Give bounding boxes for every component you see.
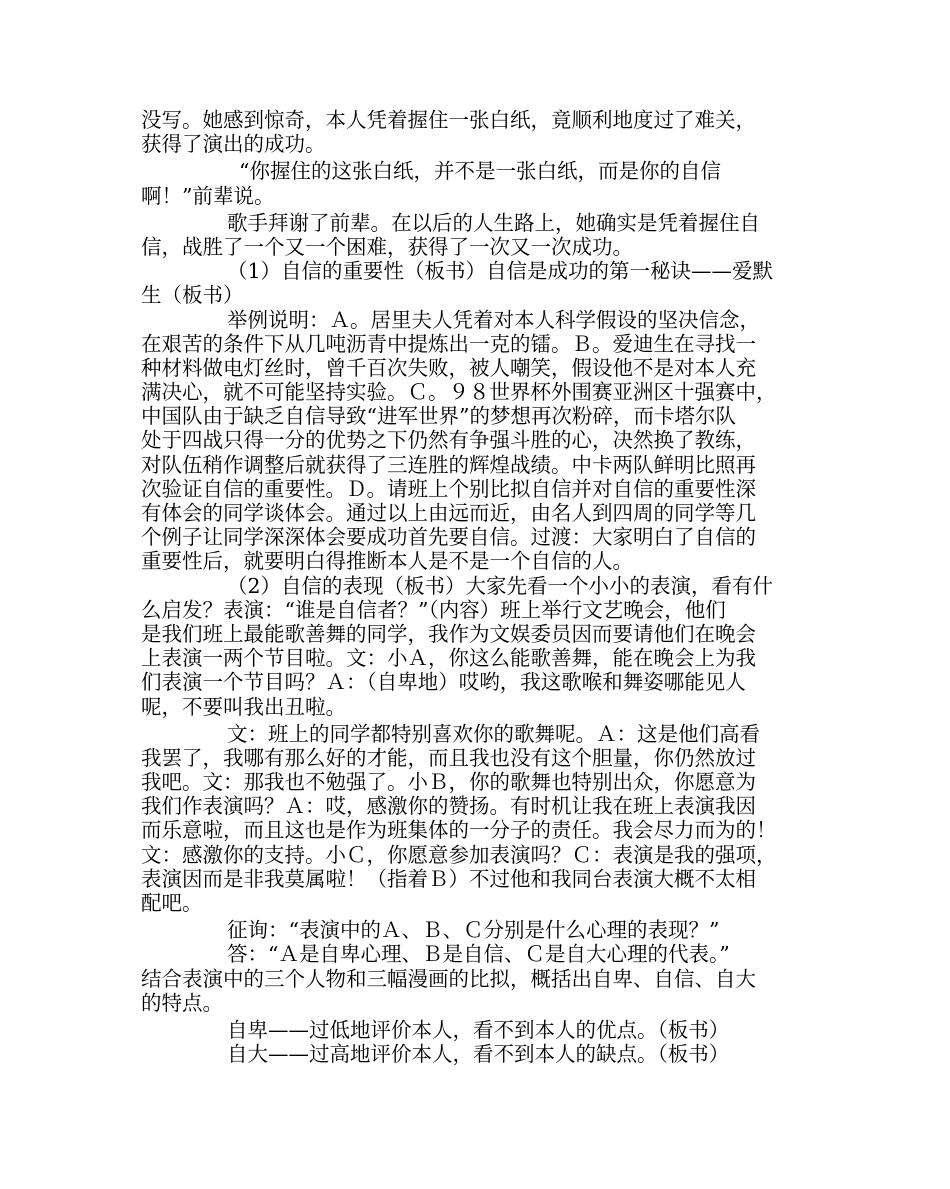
text-line: 自大——过高地评价本人，看不到本人的缺点。（板书） (227, 1042, 730, 1067)
text-line: 表演因而是非我莫属啦！（指着Ｂ）不过他和我同台表演大概不太相 (141, 866, 756, 891)
text-line: 我吧。文：那我也不勉强了。小Ｂ，你的歌舞也特别出众，你愿意为 (141, 770, 756, 795)
text-line: 有体会的同学谈体会。通过以上由远而近，由名人到四周的同学等几 (141, 501, 756, 525)
text-line: 在艰苦的条件下从几吨沥青中提炼出一克的镭。Ｂ。爱迪生在寻找一 (141, 331, 756, 356)
text-line: （1）自信的重要性（板书）自信是成功的第一秘诀——爱默 (227, 259, 774, 284)
text-line: “你握住的这张白纸，并不是一张白纸，而是你的自信 (239, 159, 721, 184)
text-line: （2）自信的表现（板书）大家先看一个小小的表演，看有什 (227, 573, 774, 598)
text-line: 处于四战只得一分的优势之下仍然有争强斗胜的心，决然换了教练， (141, 428, 756, 453)
text-line: 结合表演中的三个人物和三幅漫画的比拟，概括出自卑、自信、自大 (141, 966, 756, 991)
text-line: 种材料做电灯丝时，曾千百次失败，被人嘲笑，假设他不是对本人充 (141, 355, 756, 380)
text-line: 文：感激你的支持。小Ｃ，你愿意参加表演吗？Ｃ：表演是我的强项， (141, 842, 777, 867)
text-line: 我罢了，我哪有那么好的才能，而且我也没有这个胆量，你仍然放过 (141, 745, 756, 770)
text-line: 个例子让同学深深体会要成功首先要自信。过渡：大家明白了自信的 (141, 525, 756, 550)
text-line: 文：班上的同学都特别喜欢你的歌舞呢。Ａ：这是他们高看 (227, 721, 760, 746)
text-line: 是我们班上最能歌善舞的同学，我作为文娱委员因而要请他们在晚会 (141, 621, 756, 646)
text-line: 歌手拜谢了前辈。在以后的人生路上，她确实是凭着握住自 (227, 210, 760, 235)
text-line: 呢，不要叫我出丑啦。 (141, 694, 346, 719)
text-line: 生（板书） (141, 283, 244, 308)
text-line: 上表演一两个节目啦。文：小Ａ，你这么能歌善舞，能在晚会上为我 (141, 646, 756, 671)
text-line: 对队伍稍作调整后就获得了三连胜的辉煌战绩。中卡两队鲜明比照再 (141, 452, 756, 477)
text-line: 我们作表演吗？Ａ：哎，感激你的赞扬。有时机让我在班上表演我因 (141, 794, 756, 819)
text-line: 答：“Ａ是自卑心理、Ｂ是自信、Ｃ是自大心理的代表。” (227, 942, 730, 967)
text-line: 征询：“表演中的Ａ、Ｂ、Ｃ分别是什么心理的表现？” (227, 918, 720, 943)
text-line: 信，战胜了一个又一个困难，获得了一次又一次成功。 (141, 234, 633, 259)
text-line: 满决心，就不可能坚持实验。Ｃ。９８世界杯外围赛亚洲区十强赛中， (141, 380, 777, 405)
text-line: 而乐意啦，而且这也是作为班集体的一分子的责任。我会尽力而为的！ (141, 818, 777, 843)
text-line: 配吧。 (141, 891, 203, 915)
text-line: 次验证自信的重要性。Ｄ。请班上个别比拟自信并对自信的重要性深 (141, 476, 756, 501)
text-line: 重要性后，就要明白得推断本人是不是一个自信的人。 (141, 549, 633, 574)
text-line: 啊！”前辈说。 (141, 183, 275, 208)
text-line: 获得了演出的成功。 (141, 132, 326, 157)
text-line: 自卑——过低地评价本人，看不到本人的优点。（板书） (227, 1017, 730, 1042)
text-line: 么启发？表演：“谁是自信者？”（内容）班上举行文艺晚会，他们 (141, 597, 726, 622)
text-line: 没写。她感到惊奇，本人凭着握住一张白纸，竟顺利地度过了难关， (141, 108, 756, 132)
text-line: 举例说明：Ａ。居里夫人凭着对本人科学假设的坚决信念， (227, 307, 760, 332)
text-line: 中国队由于缺乏自信导致“进军世界”的梦想再次粉碎，而卡塔尔队 (141, 404, 736, 429)
text-line: 的特点。 (141, 990, 223, 1015)
document-page (141, 108, 811, 1066)
text-line: 们表演一个节目吗？Ａ：（自卑地）哎哟，我这歌喉和舞姿哪能见人 (141, 670, 746, 695)
